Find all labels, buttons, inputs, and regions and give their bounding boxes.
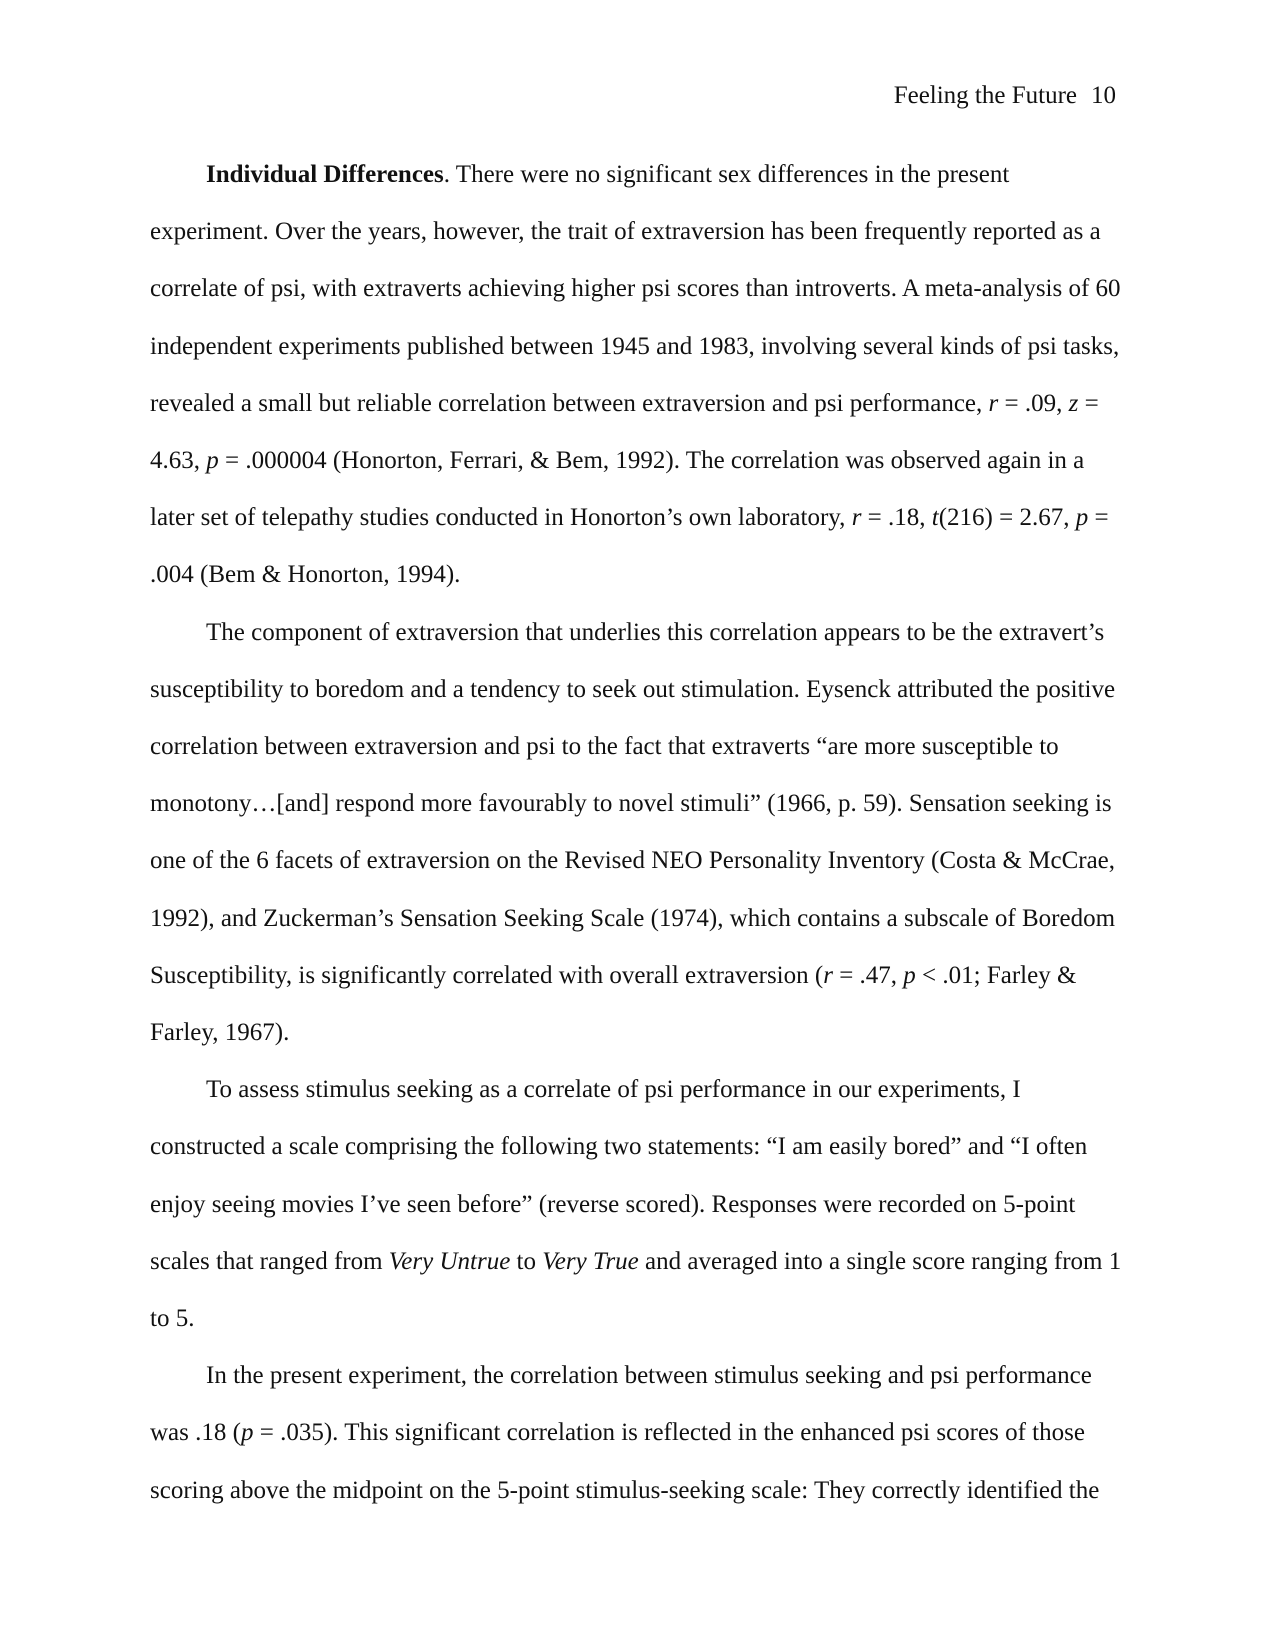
paragraph-stimulus-scale bbox=[150, 1061, 1130, 1347]
stat-symbol: p bbox=[206, 447, 219, 475]
paragraph-present-experiment bbox=[150, 1347, 1130, 1519]
text-run: < .01; Farley & Farley, 1967). bbox=[150, 961, 1077, 1047]
stat-symbol: r bbox=[851, 504, 862, 532]
text-run: To assess stimulus seeking as a correlate of psi performance in our experiments, I constructed a scale comprising the following two statements: “I am easily bored” and “I often enjoy seeing movies I’ve seen before” (reverse scored). Responses were recorded on 5-point scales that ranged from bbox=[150, 1076, 1088, 1275]
text-run: = .18, bbox=[861, 504, 932, 532]
text-run: . There were no significant sex differences in the present experiment. Over the years, however, the trait of extraversion has been frequently reported as a correlate of psi, with extraverts achieving higher psi scores than introverts. A meta-analysis of 60 independent experiments published between 1945 and 1983, involving several kinds of psi tasks, revealed a small but reliable correlation between extraversion and psi performance, bbox=[150, 161, 1121, 417]
stat-symbol: z bbox=[1068, 389, 1079, 417]
section-heading: Individual Differences bbox=[206, 161, 444, 188]
running-head-title: Feeling the Future bbox=[893, 82, 1077, 109]
stat-symbol: r bbox=[823, 961, 833, 989]
text-run: (216) = 2.67, bbox=[938, 504, 1076, 532]
running-head bbox=[894, 78, 1116, 114]
italic-term: Very Untrue bbox=[388, 1247, 511, 1275]
text-run: In the present experiment, the correlation between stimulus seeking and psi performance was .18 ( bbox=[150, 1362, 1092, 1447]
text-run: = .004 (Bem & Honorton, 1994). bbox=[150, 504, 1109, 589]
stat-symbol: p bbox=[903, 961, 916, 989]
text-run: = .000004 (Honorton, Ferrari, & Bem, 1992). The correlation was observed again in a later set of telepathy studies conducted in Honorton’s own laboratory, bbox=[150, 447, 1085, 532]
stat-symbol: p bbox=[1075, 504, 1089, 532]
stat-symbol: t bbox=[931, 504, 939, 532]
body-text bbox=[150, 146, 1130, 1519]
text-run: = .47, bbox=[832, 961, 904, 989]
text-run: = .09, bbox=[998, 389, 1069, 417]
page-number: 10 bbox=[1091, 82, 1116, 109]
stat-symbol: r bbox=[988, 389, 999, 417]
text-run: = .035). This significant correlation is reflected in the enhanced psi scores of those scoring above the midpoint on the 5-point stimulus-seeking scale: They correctly identified the bbox=[150, 1419, 1100, 1504]
stat-symbol: p bbox=[240, 1419, 254, 1447]
text-run: to bbox=[510, 1247, 543, 1275]
text-run: = 4.63, bbox=[150, 389, 1099, 475]
italic-term: Very True bbox=[542, 1247, 639, 1275]
text-run: The component of extraversion that underlies this correlation appears to be the extravert’s susceptibility to boredom and a tendency to seek out stimulation. Eysenck attributed the positive correlation between extraversion and psi to the fact that extraverts “are more susceptible to monotony…[and] respond more favourably to novel stimuli” (1966, p. 59). Sensation seeking is one of the 6 facets of extraversion on the Revised NEO Personality Inventory (Costa & McCrae, 1992), and Zuckerman’s Sensation Seeking Scale (1974), which contains a subscale of Boredom Susceptibility, is significantly correlated with overall extraversion ( bbox=[150, 618, 1116, 989]
paragraph-individual-differences bbox=[150, 146, 1130, 604]
text-run: and averaged into a single score ranging from 1 to 5. bbox=[150, 1247, 1122, 1333]
paragraph-extraversion-component bbox=[150, 604, 1130, 1062]
